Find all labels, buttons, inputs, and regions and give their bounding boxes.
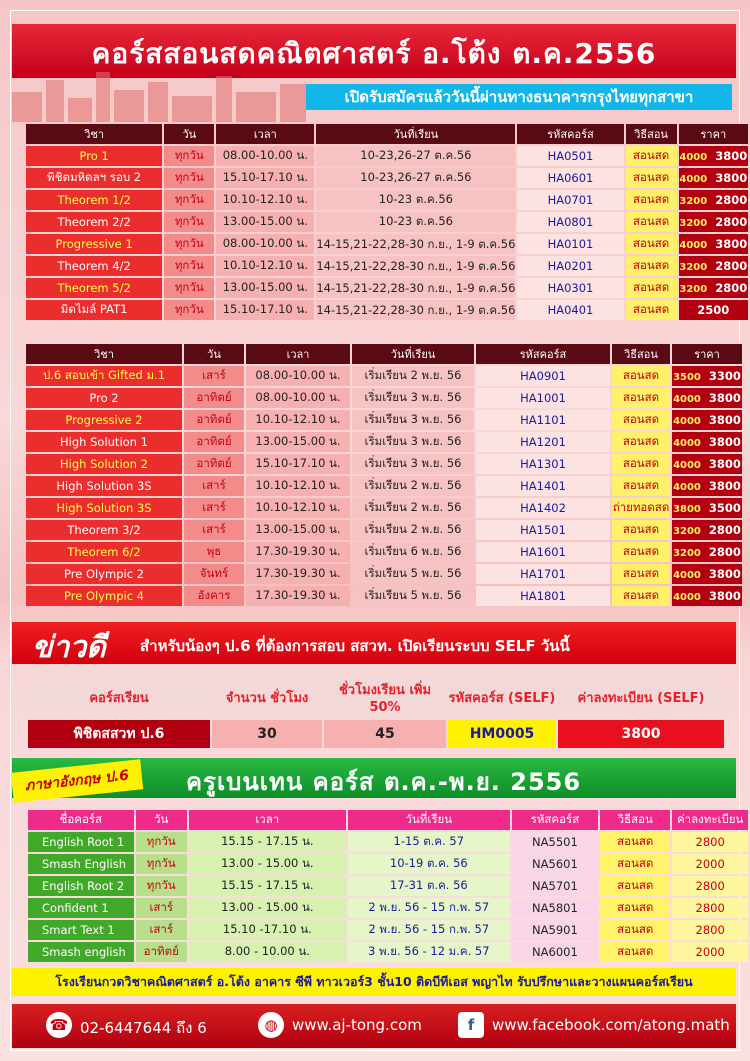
day-cell: ทุกวัน (136, 832, 187, 852)
table-row (26, 234, 748, 254)
day-cell: อาทิตย์ (184, 432, 244, 452)
price: 2800 (708, 523, 741, 537)
date-cell: เริ่มเรียน 3 พ.ย. 56 (352, 388, 474, 408)
method-cell: สอนสด (612, 432, 670, 452)
table-row (26, 454, 742, 474)
col-code: รหัสคอร์ส (517, 124, 623, 144)
schedule-table-1 (24, 122, 750, 322)
method-cell: สอนสด (626, 256, 677, 276)
method-cell: สอนสด (626, 278, 677, 298)
subject-cell: Theorem 6/2 (26, 542, 182, 562)
method-cell: สอนสด (612, 542, 670, 562)
time-cell: 10.10-12.10 น. (246, 410, 350, 430)
day-cell: เสาร์ (184, 520, 244, 540)
english-title: ครูเบนเทน คอร์ส ต.ค.-พ.ย. 2556 (186, 768, 582, 796)
method-cell: สอนสด (612, 520, 670, 540)
price-cell (679, 146, 748, 166)
self-col-hours: จำนวน ชั่วโมง (212, 676, 322, 718)
date-cell: 14-15,21-22,28-30 ก.ย., 1-9 ต.ค.56 (316, 256, 515, 276)
time-cell: 15.10 -17.10 น. (189, 920, 346, 940)
col-day: วัน (184, 344, 244, 364)
table-row (26, 432, 742, 452)
course-code-cell: HA1001 (476, 388, 610, 408)
col-time: เวลา (216, 124, 314, 144)
time-cell: 08.00-10.00 น. (246, 366, 350, 386)
course-code-cell: HA1201 (476, 432, 610, 452)
footer (12, 1004, 736, 1048)
col-subject: วิชา (26, 344, 182, 364)
table-row (26, 388, 742, 408)
footer-phone[interactable]: 02-6447644 ถึง 6 (80, 1019, 207, 1037)
method-cell: สอนสด (612, 476, 670, 496)
time-cell: 13.00-15.00 น. (216, 212, 314, 232)
day-cell: เสาร์ (136, 898, 187, 918)
fee-cell: 2800 (672, 920, 748, 940)
schedule-table-2 (24, 342, 744, 608)
fee-cell: 2800 (672, 898, 748, 918)
table-row (26, 410, 742, 430)
col-date: วันที่เรียน (352, 344, 474, 364)
self-col-extra: ชั่วโมงเรียน เพิ่ม 50% (324, 676, 446, 718)
day-cell: ทุกวัน (164, 234, 214, 254)
old-price: 4000 (673, 592, 701, 603)
old-price: 3200 (679, 284, 708, 295)
fee-cell: 2800 (672, 832, 748, 852)
course-code-cell: NA5901 (512, 920, 598, 940)
course-code-cell: HA0101 (517, 234, 623, 254)
method-cell: สอนสด (612, 454, 670, 474)
price-cell (679, 234, 748, 254)
course-code-cell: HA1402 (476, 498, 610, 518)
subject-cell: Pro 2 (26, 388, 182, 408)
table-header (26, 124, 748, 144)
day-cell: ทุกวัน (164, 146, 214, 166)
day-cell: อังคาร (184, 586, 244, 606)
price-cell (672, 498, 742, 518)
day-cell: ทุกวัน (164, 212, 214, 232)
method-cell: สอนสด (612, 564, 670, 584)
day-cell: อาทิตย์ (136, 942, 187, 962)
price-cell (679, 212, 748, 232)
course-code-cell: HA1301 (476, 454, 610, 474)
table-row (26, 542, 742, 562)
table-row (26, 168, 748, 188)
method-cell: สอนสด (600, 920, 670, 940)
col-price: ราคา (679, 124, 748, 144)
date-cell: 14-15,21-22,28-30 ก.ย., 1-9 ต.ค.56 (316, 234, 515, 254)
col-day: วัน (164, 124, 214, 144)
course-code-cell: NA6001 (512, 942, 598, 962)
price: 2500 (697, 303, 730, 317)
self-fee: 3800 (558, 720, 724, 748)
course-code-cell: NA5601 (512, 854, 598, 874)
english-row (28, 920, 748, 940)
date-cell: 17-31 ต.ค. 56 (348, 876, 510, 896)
course-code-cell: HA0401 (517, 300, 623, 320)
table-row (26, 256, 748, 276)
time-cell: 15.10-17.10 น. (216, 168, 314, 188)
day-cell: ทุกวัน (136, 876, 187, 896)
price-cell (672, 586, 742, 606)
date-cell: เริ่มเรียน 6 พ.ย. 56 (352, 542, 474, 562)
subject-cell: มิดไมล์ PAT1 (26, 300, 162, 320)
time-cell: 15.15 - 17.15 น. (189, 832, 346, 852)
table-row (26, 278, 748, 298)
day-cell: ทุกวัน (164, 190, 214, 210)
day-cell: ทุกวัน (164, 300, 214, 320)
date-cell: 14-15,21-22,28-30 ก.ย., 1-9 ต.ค.56 (316, 300, 515, 320)
date-cell: เริ่มเรียน 2 พ.ย. 56 (352, 366, 474, 386)
course-code-cell: NA5801 (512, 898, 598, 918)
price-cell (679, 256, 748, 276)
col-time: เวลา (246, 344, 350, 364)
method-cell: สอนสด (612, 366, 670, 386)
eng-col-method: วิธีสอน (600, 810, 670, 830)
col-date: วันที่เรียน (316, 124, 515, 144)
course-code-cell: HA0301 (517, 278, 623, 298)
price-cell (672, 476, 742, 496)
price-cell (679, 278, 748, 298)
fee-cell: 2000 (672, 854, 748, 874)
subtitle-banner: เปิดรับสมัครแล้ววันนี้ผ่านทางธนาคารกรุงไทยทุกสาขา (306, 84, 732, 110)
fee-cell: 2800 (672, 876, 748, 896)
method-cell: สอนสด (626, 234, 677, 254)
day-cell: พุธ (184, 542, 244, 562)
day-cell: อาทิตย์ (184, 410, 244, 430)
english-table (26, 808, 750, 964)
subject-cell: Theorem 1/2 (26, 190, 162, 210)
price: 2800 (715, 193, 748, 207)
english-row (28, 942, 748, 962)
date-cell: เริ่มเรียน 2 พ.ย. 56 (352, 498, 474, 518)
self-table-header (28, 676, 724, 718)
table-row (26, 190, 748, 210)
table-row (26, 498, 742, 518)
course-code-cell: HA0901 (476, 366, 610, 386)
method-cell: สอนสด (600, 942, 670, 962)
subject-cell: Progressive 1 (26, 234, 162, 254)
subject-cell: Theorem 5/2 (26, 278, 162, 298)
english-row (28, 876, 748, 896)
date-cell: เริ่มเรียน 3 พ.ย. 56 (352, 432, 474, 452)
method-cell: สอนสด (600, 832, 670, 852)
time-cell: 15.10-17.10 น. (216, 300, 314, 320)
price: 3500 (708, 501, 741, 515)
subject-cell: High Solution 3S (26, 498, 182, 518)
price: 3800 (715, 149, 748, 163)
method-cell: สอนสด (626, 146, 677, 166)
subject-cell: พิชิตมหิดลฯ รอบ 2 (26, 168, 162, 188)
date-cell: 2 พ.ย. 56 - 15 ก.พ. 57 (348, 898, 510, 918)
table-row (26, 564, 742, 584)
price-cell (672, 454, 742, 474)
price-cell (672, 432, 742, 452)
time-cell: 13.00-15.00 น. (246, 432, 350, 452)
course-code-cell: HA0601 (517, 168, 623, 188)
english-table-header (28, 810, 748, 830)
old-price: 3200 (679, 196, 708, 207)
day-cell: เสาร์ (184, 366, 244, 386)
english-tag: ภาษาอังกฤษ ป.6 (11, 759, 143, 802)
method-cell: สอนสด (626, 212, 677, 232)
news-banner (12, 622, 736, 664)
date-cell: เริ่มเรียน 5 พ.ย. 56 (352, 564, 474, 584)
price-cell (679, 190, 748, 210)
course-code-cell: HA1501 (476, 520, 610, 540)
time-cell: 15.10-17.10 น. (246, 454, 350, 474)
table-row (26, 300, 748, 320)
english-row (28, 854, 748, 874)
course-name-cell: English Root 2 (28, 876, 134, 896)
course-code-cell: HA0501 (517, 146, 623, 166)
date-cell: 3 พ.ย. 56 - 12 ม.ค. 57 (348, 942, 510, 962)
date-cell: 10-23,26-27 ต.ค.56 (316, 168, 515, 188)
col-subject: วิชา (26, 124, 162, 144)
price: 3800 (708, 435, 741, 449)
day-cell: เสาร์ (136, 920, 187, 940)
date-cell: เริ่มเรียน 5 พ.ย. 56 (352, 586, 474, 606)
col-method: วิธีสอน (612, 344, 670, 364)
price-cell (672, 564, 742, 584)
eng-col-code: รหัสคอร์ส (512, 810, 598, 830)
method-cell: ถ่ายทอดสด (612, 498, 670, 518)
date-cell: 1-15 ต.ค. 57 (348, 832, 510, 852)
table-row (26, 366, 742, 386)
day-cell: เสาร์ (184, 476, 244, 496)
time-cell: 17.30-19.30 น. (246, 564, 350, 584)
school-address: โรงเรียนกวดวิชาคณิตศาสตร์ อ.โต้ง อาคาร ซีพี ทาวเวอร์3 ชั้น10 ติดบีทีเอส พญาไท รับปรึกษาและวางแผนคอร์สเรียน (12, 968, 736, 996)
eng-col-date: วันที่เรียน (348, 810, 510, 830)
date-cell: 10-23 ต.ค.56 (316, 190, 515, 210)
old-price: 4000 (679, 174, 708, 185)
self-hours: 30 (212, 720, 322, 748)
course-code-cell: HA0701 (517, 190, 623, 210)
time-cell: 08.00-10.00 น. (246, 388, 350, 408)
english-row (28, 898, 748, 918)
globe-icon: ◍ (258, 1012, 284, 1038)
date-cell: เริ่มเรียน 3 พ.ย. 56 (352, 410, 474, 430)
time-cell: 13.00-15.00 น. (246, 520, 350, 540)
page-title: คอร์สสอนสดคณิตศาสตร์ อ.โต้ง ต.ค.2556 (91, 37, 657, 70)
day-cell: ทุกวัน (164, 256, 214, 276)
time-cell: 15.15 - 17.15 น. (189, 876, 346, 896)
date-cell: 10-23 ต.ค.56 (316, 212, 515, 232)
time-cell: 08.00-10.00 น. (216, 146, 314, 166)
time-cell: 13.00-15.00 น. (216, 278, 314, 298)
subject-cell: High Solution 3S (26, 476, 182, 496)
time-cell: 10.10-12.10 น. (216, 190, 314, 210)
price-cell (672, 366, 742, 386)
subject-cell: Pro 1 (26, 146, 162, 166)
time-cell: 8.00 - 10.00 น. (189, 942, 346, 962)
eng-col-time: เวลา (189, 810, 346, 830)
self-extra-hours: 45 (324, 720, 446, 748)
course-code-cell: HA1101 (476, 410, 610, 430)
self-course-table (26, 674, 726, 750)
price: 3800 (715, 237, 748, 251)
method-cell: สอนสด (600, 854, 670, 874)
time-cell: 10.10-12.10 น. (216, 256, 314, 276)
old-price: 3200 (679, 218, 708, 229)
eng-col-course: ชื่อคอร์ส (28, 810, 134, 830)
facebook-icon: f (458, 1012, 484, 1038)
eng-col-day: วัน (136, 810, 187, 830)
old-price: 3500 (673, 372, 701, 383)
old-price: 4000 (673, 438, 701, 449)
method-cell: สอนสด (612, 586, 670, 606)
date-cell: 10-19 ต.ค. 56 (348, 854, 510, 874)
price-cell (672, 388, 742, 408)
course-name-cell: Confident 1 (28, 898, 134, 918)
price-cell (672, 410, 742, 430)
price: 3800 (708, 567, 741, 581)
table-row (26, 520, 742, 540)
table-row (26, 586, 742, 606)
self-course-name: พิชิตสสวท ป.6 (28, 720, 210, 748)
old-price: 4000 (679, 240, 708, 251)
old-price: 4000 (679, 152, 708, 163)
old-price: 3200 (679, 262, 708, 273)
course-name-cell: Smash english (28, 942, 134, 962)
method-cell: สอนสด (600, 898, 670, 918)
time-cell: 13.00 - 15.00 น. (189, 854, 346, 874)
subject-cell: Progressive 2 (26, 410, 182, 430)
method-cell: สอนสด (600, 876, 670, 896)
self-col-code: รหัสคอร์ส (SELF) (448, 676, 556, 718)
old-price: 3200 (673, 548, 701, 559)
course-name-cell: English Root 1 (28, 832, 134, 852)
price: 3300 (708, 369, 741, 383)
price: 3800 (708, 391, 741, 405)
method-cell: สอนสด (626, 300, 677, 320)
day-cell: ทุกวัน (136, 854, 187, 874)
phone-icon: ☎ (46, 1012, 72, 1038)
day-cell: เสาร์ (184, 498, 244, 518)
footer-website[interactable]: www.aj-tong.com (292, 1016, 422, 1034)
self-col-fee: ค่าลงทะเบียน (SELF) (558, 676, 724, 718)
old-price: 4000 (673, 416, 701, 427)
time-cell: 10.10-12.10 น. (246, 476, 350, 496)
old-price: 4000 (673, 570, 701, 581)
course-code-cell: HA0801 (517, 212, 623, 232)
price: 3800 (708, 413, 741, 427)
price: 3800 (715, 171, 748, 185)
news-text: สำหรับน้องๆ ป.6 ที่ต้องการสอบ สสวท. เปิดเรียนระบบ SELF วันนี้ (140, 637, 570, 655)
english-row (28, 832, 748, 852)
time-cell: 17.30-19.30 น. (246, 542, 350, 562)
price-cell (672, 542, 742, 562)
subject-cell: High Solution 1 (26, 432, 182, 452)
old-price: 4000 (673, 482, 701, 493)
time-cell: 08.00-10.00 น. (216, 234, 314, 254)
price: 3800 (708, 457, 741, 471)
time-cell: 10.10-12.10 น. (246, 498, 350, 518)
day-cell: อาทิตย์ (184, 454, 244, 474)
subject-cell: Theorem 2/2 (26, 212, 162, 232)
course-code-cell: NA5701 (512, 876, 598, 896)
course-code-cell: HA1701 (476, 564, 610, 584)
table-row (26, 146, 748, 166)
course-code-cell: HA1801 (476, 586, 610, 606)
course-code-cell: HA0201 (517, 256, 623, 276)
self-table-row (28, 720, 724, 748)
col-price: ราคา (672, 344, 742, 364)
price: 3800 (708, 479, 741, 493)
footer-facebook[interactable]: www.facebook.com/atong.math (492, 1016, 730, 1034)
col-method: วิธีสอน (626, 124, 677, 144)
old-price: 3200 (673, 526, 701, 537)
time-cell: 13.00 - 15.00 น. (189, 898, 346, 918)
course-name-cell: Smart Text 1 (28, 920, 134, 940)
method-cell: สอนสด (612, 388, 670, 408)
method-cell: สอนสด (626, 190, 677, 210)
date-cell: เริ่มเรียน 3 พ.ย. 56 (352, 454, 474, 474)
price-cell (672, 520, 742, 540)
old-price: 3800 (673, 504, 701, 515)
fee-cell: 2000 (672, 942, 748, 962)
course-code-cell: HA1401 (476, 476, 610, 496)
date-cell: 14-15,21-22,28-30 ก.ย., 1-9 ต.ค.56 (316, 278, 515, 298)
day-cell: ทุกวัน (164, 278, 214, 298)
subject-cell: Theorem 3/2 (26, 520, 182, 540)
subject-cell: Pre Olympic 4 (26, 586, 182, 606)
price: 2800 (715, 281, 748, 295)
eng-col-fee: ค่าลงทะเบียน (672, 810, 748, 830)
col-code: รหัสคอร์ส (476, 344, 610, 364)
price: 2800 (715, 215, 748, 229)
method-cell: สอนสด (626, 168, 677, 188)
course-code-cell: NA5501 (512, 832, 598, 852)
table-header (26, 344, 742, 364)
day-cell: อาทิตย์ (184, 388, 244, 408)
price: 2800 (708, 545, 741, 559)
date-cell: เริ่มเรียน 2 พ.ย. 56 (352, 520, 474, 540)
subject-cell: Theorem 4/2 (26, 256, 162, 276)
day-cell: จันทร์ (184, 564, 244, 584)
old-price: 4000 (673, 394, 701, 405)
price: 3800 (708, 589, 741, 603)
date-cell: 10-23,26-27 ต.ค.56 (316, 146, 515, 166)
subject-cell: ป.6 สอบเข้า Gifted ม.1 (26, 366, 182, 386)
old-price: 4000 (673, 460, 701, 471)
course-code-cell: HA1601 (476, 542, 610, 562)
date-cell: เริ่มเรียน 2 พ.ย. 56 (352, 476, 474, 496)
table-row (26, 212, 748, 232)
method-cell: สอนสด (612, 410, 670, 430)
day-cell: ทุกวัน (164, 168, 214, 188)
price-cell (679, 168, 748, 188)
news-tag: ข่าวดี (32, 630, 106, 665)
table-row (26, 476, 742, 496)
time-cell: 17.30-19.30 น. (246, 586, 350, 606)
date-cell: 2 พ.ย. 56 - 15 ก.พ. 57 (348, 920, 510, 940)
subject-cell: High Solution 2 (26, 454, 182, 474)
course-name-cell: Smash English (28, 854, 134, 874)
price: 2800 (715, 259, 748, 273)
price-cell (679, 300, 748, 320)
self-code: HM0005 (448, 720, 556, 748)
self-col-course: คอร์สเรียน (28, 676, 210, 718)
subject-cell: Pre Olympic 2 (26, 564, 182, 584)
